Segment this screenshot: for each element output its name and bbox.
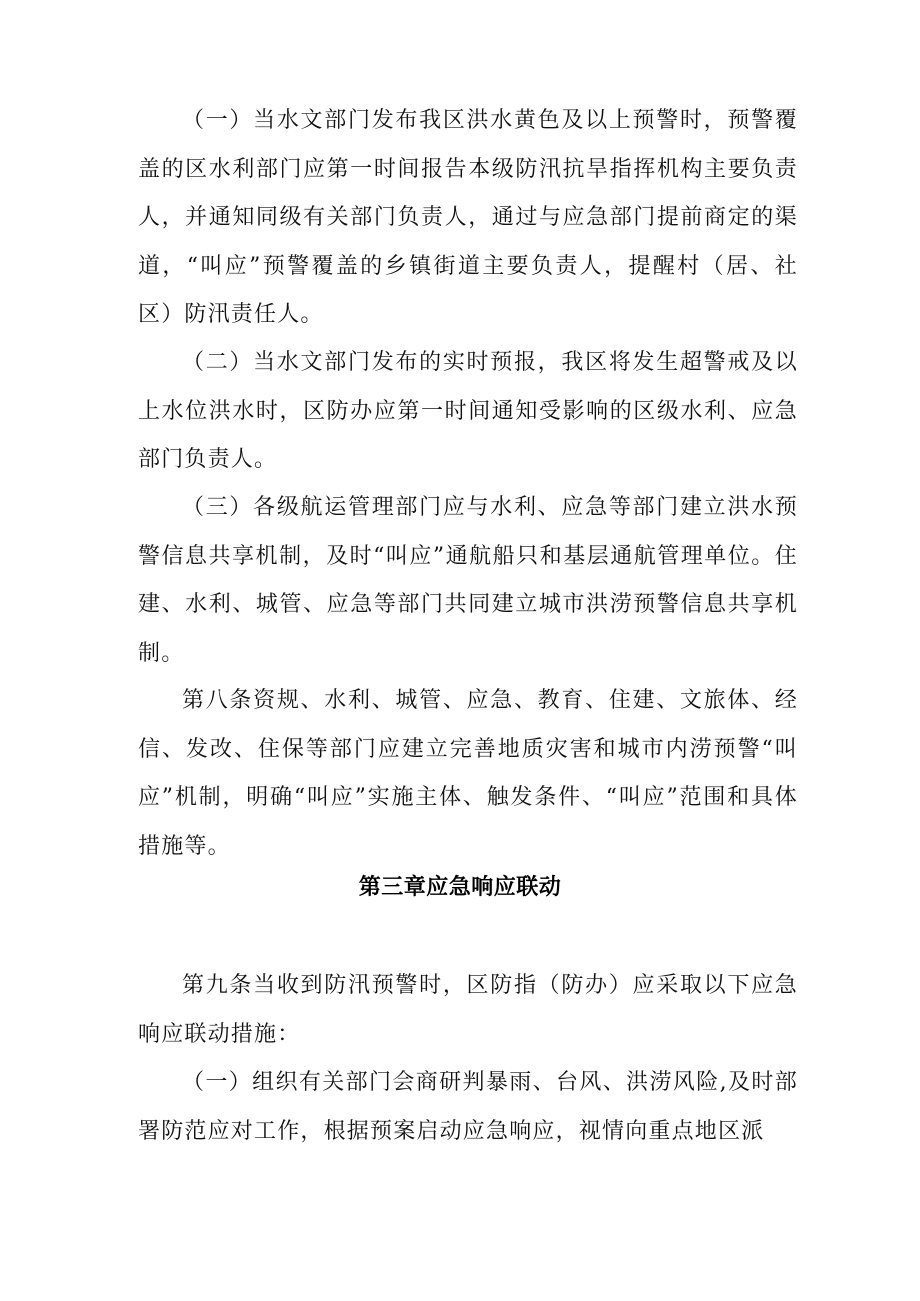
paragraph-article-9: 第九条当收到防汛预警时，区防指（防办）应采取以下应急响应联动措施： <box>138 973 798 1047</box>
paragraph-yellow-warning: （一）当水文部门发布我区洪水黄色及以上预警时，预警覆盖的区水利部门应第一时间报告本级防汛抗旱指挥机构主要负责人，并通知同级有关部门负责人，通过与应急部门提前商定的渠道，“叫应”预警覆盖的乡镇街道主要负责人，提醒村（居、社区）防汛责任人。 <box>138 108 798 327</box>
paragraph-measure-1: （一）组织有关部门会商研判暴雨、台风、洪涝风险,及时部署防范应对工作，根据预案启动应急响应，视情向重点地区派 <box>138 1070 798 1144</box>
paragraph-article-8: 第八条资规、水利、城管、应急、教育、住建、文旅体、经信、发改、住保等部门应建立完善地质灾害和城市内涝预警“叫应”机制，明确“叫应”实施主体、触发条件、“叫应”范围和具体措施等。 <box>138 688 798 859</box>
chapter-heading: 第三章应急响应联动 <box>358 875 562 900</box>
paragraph-realtime-forecast: （二）当水文部门发布的实时预报，我区将发生超警戒及以上水位洪水时，区防办应第一时间通知受影响的区级水利、应急部门负责人。 <box>138 350 798 472</box>
paragraph-shipping-info-sharing: （三）各级航运管理部门应与水利、应急等部门建立洪水预警信息共享机制，及时“叫应”通航船只和基层通航管理单位。住建、水利、城管、应急等部门共同建立城市洪涝预警信息共享机制。 <box>138 495 798 666</box>
